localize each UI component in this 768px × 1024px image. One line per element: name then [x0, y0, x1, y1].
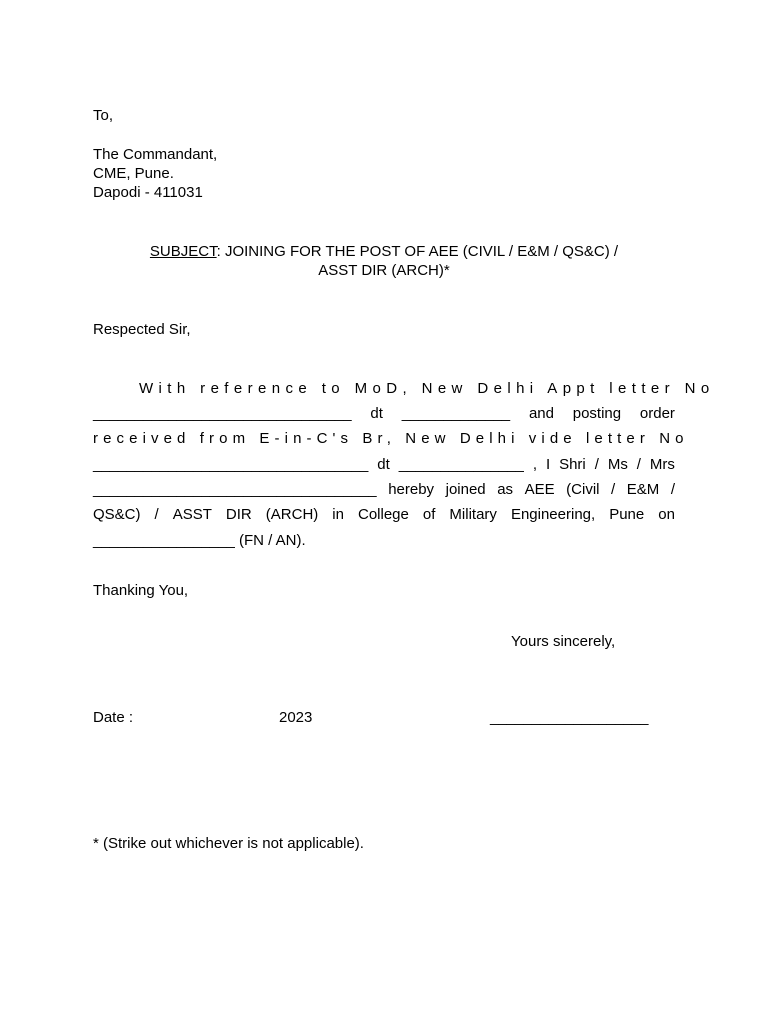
body-word: , [532, 456, 537, 473]
body-word: order [639, 405, 675, 422]
address-line-2: CME, Pune. [93, 165, 174, 182]
body-word: QS&C) [93, 506, 141, 523]
body-word: / [611, 481, 616, 498]
footnote: * (Strike out whichever is not applicable). [93, 835, 364, 852]
signature-line: ___________________ [490, 709, 649, 726]
body-line-2 [93, 404, 675, 423]
body-word: posting [572, 405, 622, 422]
body-word: in [332, 506, 344, 523]
body-word: dt [370, 405, 383, 422]
appt-date-blank: _____________ [401, 405, 511, 422]
body-word: College [358, 506, 409, 523]
body-word: / [636, 456, 641, 473]
body-word: (ARCH) [265, 506, 319, 523]
body-word: dt [377, 456, 390, 473]
date-label: Date : [93, 709, 134, 726]
subject-line-1 [93, 242, 675, 261]
body-word: on [658, 506, 675, 523]
address-line-3: Dapodi - 411031 [93, 184, 203, 201]
body-line-7: _________________ (FN / AN). [93, 532, 306, 549]
posting-letter-no-blank: _________________________________ [93, 456, 369, 473]
body-word: of [422, 506, 436, 523]
to-label: To, [93, 107, 114, 124]
body-line-5 [93, 480, 675, 499]
subject-line-2: ASST DIR (ARCH)* [318, 262, 450, 279]
body-word: I [545, 456, 551, 473]
body-word: Engineering, [510, 506, 596, 523]
greeting: Respected Sir, [93, 321, 191, 338]
body-word: (Civil [566, 481, 600, 498]
body-line-1: With reference to MoD, New Delhi Appt letter No [139, 380, 715, 397]
body-word: Pune [609, 506, 645, 523]
body-word: Ms [607, 456, 628, 473]
address-line-1: The Commandant, [93, 146, 218, 163]
body-word: / [670, 481, 675, 498]
body-word: as [497, 481, 514, 498]
appt-letter-no-blank: _______________________________ [93, 405, 352, 422]
date-year: 2023 [279, 709, 313, 726]
body-word: / [154, 506, 159, 523]
body-word: hereby [388, 481, 435, 498]
body-line-4 [93, 455, 675, 474]
body-word: E&M [626, 481, 660, 498]
body-word: Mrs [649, 456, 675, 473]
body-word: / [594, 456, 599, 473]
body-word: DIR [225, 506, 252, 523]
subject-text-1: : JOINING FOR THE POST OF AEE (CIVIL / E&M / QS&C) / [216, 243, 619, 260]
yours-sincerely: Yours sincerely, [511, 633, 616, 650]
body-line-6 [93, 505, 675, 524]
body-word: and [528, 405, 554, 422]
body-line-3: received from E-in-C's Br, New Delhi vide letter No [93, 430, 689, 447]
body-word: AEE [524, 481, 555, 498]
posting-date-blank: _______________ [398, 456, 524, 473]
body-word: joined [445, 481, 486, 498]
subject-label: SUBJECT [149, 243, 217, 260]
body-word: ASST [172, 506, 212, 523]
body-word: Military [449, 506, 497, 523]
name-blank: __________________________________ [93, 481, 377, 498]
body-word: Shri [559, 456, 586, 473]
closing: Thanking You, [93, 582, 189, 599]
